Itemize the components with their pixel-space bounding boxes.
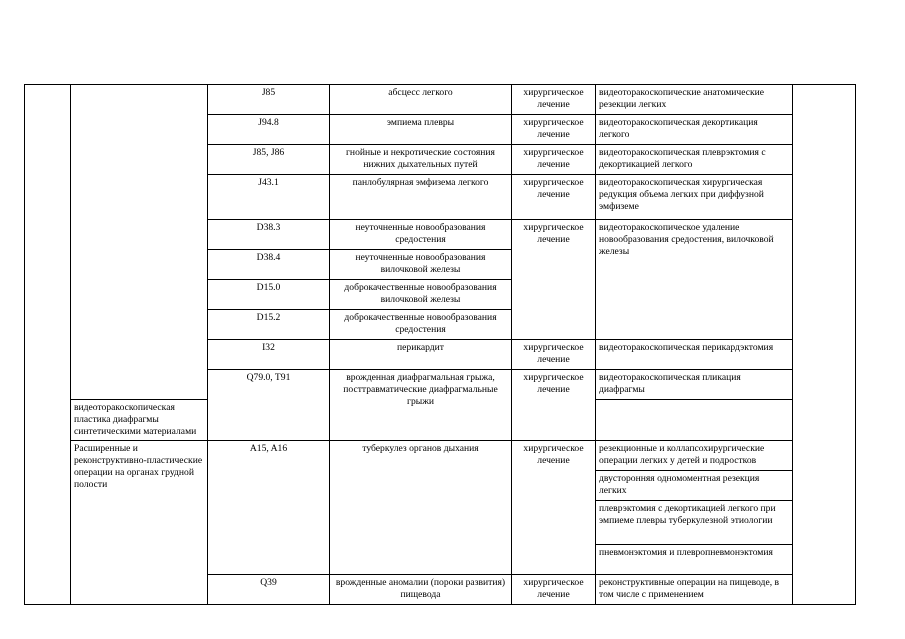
table-row — [25, 85, 856, 115]
treatment-type-cell: хирургическое лечение — [512, 575, 596, 605]
diagnosis-cell: туберкулез органов дыхания — [330, 441, 512, 575]
diagnosis-cell: неуточненные новообразования средостения — [330, 220, 512, 250]
treatment-type-cell: хирургическое лечение — [512, 175, 596, 220]
code-cell: I32 — [208, 340, 330, 370]
code-cell: A15, A16 — [208, 441, 330, 575]
treatment-type-cell: хирургическое лечение — [512, 340, 596, 370]
diagnosis-cell: гнойные и некротические состояния нижних дыхательных путей — [330, 145, 512, 175]
code-cell: J94.8 — [208, 115, 330, 145]
code-cell: J85 — [208, 85, 330, 115]
diagnosis-cell: доброкачественные новообразования средостения — [330, 310, 512, 340]
treatment-type-cell: хирургическое лечение — [512, 145, 596, 175]
number-cell — [25, 85, 71, 605]
method-cell: видеоторакоскопическая хирургическая редукция объема легких при диффузной эмфиземе — [596, 175, 793, 220]
method-cell: плеврэктомия с декортикацией легкого при эмпиеме плевры туберкулезной этиологии — [596, 501, 793, 545]
code-cell: J43.1 — [208, 175, 330, 220]
diagnosis-cell: доброкачественные новообразования вилочковой железы — [330, 280, 512, 310]
section-cell: Расширенные и реконструктивно-пластические операции на органах грудной полости — [71, 441, 208, 605]
diagnosis-cell: панлобулярная эмфизема легкого — [330, 175, 512, 220]
treatment-type-cell: хирургическое лечение — [512, 220, 596, 340]
diagnosis-cell: абсцесс легкого — [330, 85, 512, 115]
code-cell: D38.4 — [208, 250, 330, 280]
method-cell: видеоторакоскопическая пликация диафрагмы — [596, 370, 793, 400]
code-cell: D38.3 — [208, 220, 330, 250]
code-cell: D15.0 — [208, 280, 330, 310]
method-cell: пневмонэктомия и плевропневмонэктомия — [596, 545, 793, 575]
code-cell: Q79.0, T91 — [208, 370, 330, 441]
table-row — [25, 441, 856, 471]
method-cell: реконструктивные операции на пищеводе, в том числе с применением — [596, 575, 793, 605]
treatment-type-cell: хирургическое лечение — [512, 441, 596, 575]
diagnosis-cell: эмпиема плевры — [330, 115, 512, 145]
extra-cell — [793, 85, 856, 605]
diagnosis-cell: врожденные аномалии (пороки развития) пищевода — [330, 575, 512, 605]
diagnosis-cell: перикардит — [330, 340, 512, 370]
code-cell: Q39 — [208, 575, 330, 605]
method-cell: видеоторакоскопическая перикардэктомия — [596, 340, 793, 370]
section-cell — [71, 85, 208, 400]
treatment-type-cell: хирургическое лечение — [512, 115, 596, 145]
method-cell: двусторонняя одномоментная резекция легких — [596, 471, 793, 501]
method-cell: видеоторакоскопические анатомические резекции легких — [596, 85, 793, 115]
code-cell: J85, J86 — [208, 145, 330, 175]
method-cell: видеоторакоскопическое удаление новообразования средостения, вилочковой железы — [596, 220, 793, 340]
treatment-type-cell: хирургическое лечение — [512, 370, 596, 441]
method-cell: резекционные и коллапсохирургические операции легких у детей и подростков — [596, 441, 793, 471]
code-cell: D15.2 — [208, 310, 330, 340]
diagnosis-cell: врожденная диафрагмальная грыжа, посттравматические диафрагмальные грыжи — [330, 370, 512, 441]
method-cell: видеоторакоскопическая плеврэктомия с декортикацией легкого — [596, 145, 793, 175]
procedures-table — [24, 84, 856, 605]
method-cell: видеоторакоскопическая декортикация легкого — [596, 115, 793, 145]
treatment-type-cell: хирургическое лечение — [512, 85, 596, 115]
method-cell: видеоторакоскопическая пластика диафрагмы синтетическими материалами — [71, 400, 208, 441]
diagnosis-cell: неуточненные новообразования вилочковой железы — [330, 250, 512, 280]
